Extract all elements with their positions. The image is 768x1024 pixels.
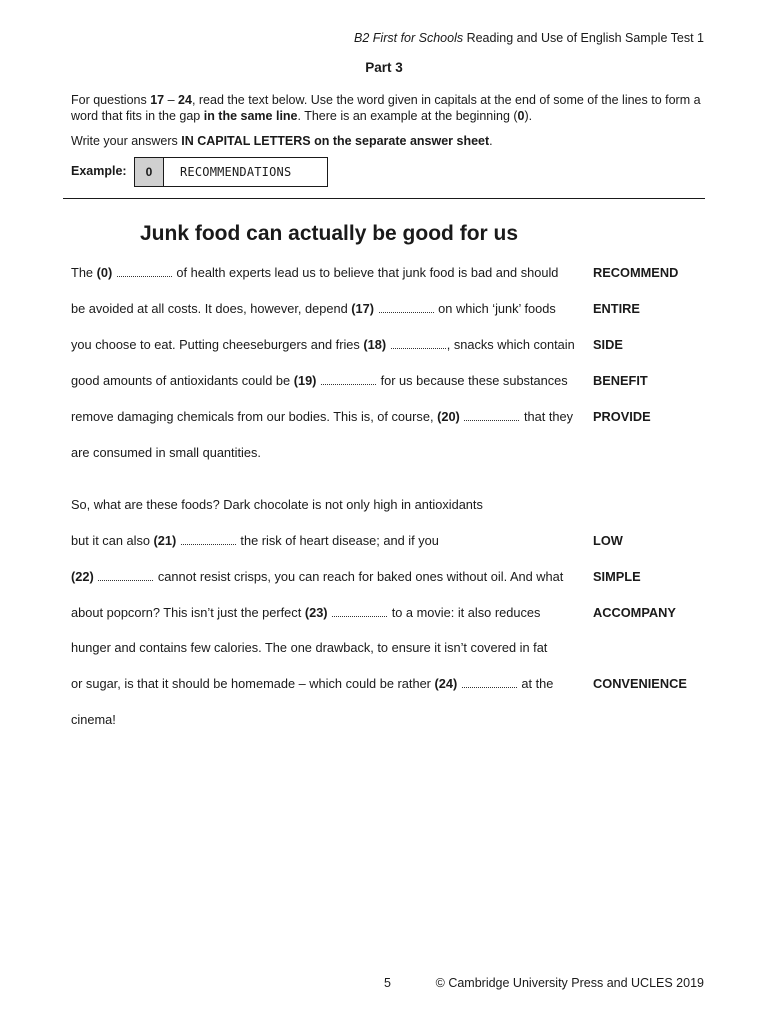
line-text: , snacks which contain bbox=[446, 337, 575, 352]
page-number: 5 bbox=[384, 976, 391, 990]
copyright: © Cambridge University Press and UCLES 2019 bbox=[435, 976, 704, 990]
line-text: The bbox=[71, 265, 97, 280]
instr-text: , read the text below. Use the word given in capitals at the end of some of the lines to form a word that fits in the gap bbox=[71, 93, 701, 123]
text-line bbox=[71, 409, 586, 424]
keyword: CONVENIENCE bbox=[593, 676, 687, 691]
question-number: (18) bbox=[363, 337, 387, 352]
example-label: Example: bbox=[71, 164, 127, 178]
question-number: (24) bbox=[434, 676, 458, 691]
line-text: be avoided at all costs. It does, however, depend bbox=[71, 301, 352, 316]
line-text: cannot resist crisps, you can reach for baked ones without oil. And what bbox=[154, 569, 564, 584]
text-line bbox=[71, 497, 586, 512]
line-text: on which ‘junk’ foods bbox=[434, 301, 556, 316]
keyword: LOW bbox=[593, 533, 623, 548]
text-line bbox=[71, 265, 586, 280]
line-text: about popcorn? This isn’t just the perfect bbox=[71, 605, 305, 620]
line-text: the risk of heart disease; and if you bbox=[236, 533, 439, 548]
question-number: (0) bbox=[96, 265, 113, 280]
text-line bbox=[71, 301, 586, 316]
keyword: RECOMMEND bbox=[593, 265, 679, 280]
line-text: good amounts of antioxidants could be bbox=[71, 373, 294, 388]
instr-example-number: 0 bbox=[517, 109, 525, 123]
instr-question-to: 24 bbox=[178, 93, 192, 107]
question-number: (22) bbox=[71, 569, 94, 584]
line-text: at the bbox=[517, 676, 554, 691]
text-line bbox=[71, 605, 586, 620]
line-text: So, what are these foods? Dark chocolate is not only high in antioxidants bbox=[71, 497, 483, 512]
instructions-paragraph-2 bbox=[71, 133, 711, 149]
line-text: that they bbox=[520, 409, 574, 424]
line-text: are consumed in small quantities. bbox=[71, 445, 261, 460]
text-line bbox=[71, 337, 586, 352]
line-text: or sugar, is that it should be homemade – which could be rather bbox=[71, 676, 435, 691]
answer-gap bbox=[379, 302, 434, 313]
instr-emphasis: in the same line bbox=[203, 109, 298, 123]
instr-text: For questions bbox=[71, 93, 151, 107]
line-text: to a movie: it also reduces bbox=[388, 605, 541, 620]
keyword: SIDE bbox=[593, 337, 623, 352]
divider bbox=[63, 198, 705, 199]
keyword: BENEFIT bbox=[593, 373, 648, 388]
example-number: 0 bbox=[135, 158, 164, 186]
instr-emphasis: IN CAPITAL LETTERS on the separate answer sheet bbox=[181, 134, 490, 148]
line-text: but it can also bbox=[71, 533, 154, 548]
line-text: you choose to eat. Putting cheeseburgers and fries bbox=[71, 337, 364, 352]
text-title: Junk food can actually be good for us bbox=[140, 222, 519, 245]
text-line bbox=[71, 373, 586, 388]
answer-gap bbox=[181, 534, 236, 545]
answer-gap bbox=[462, 677, 517, 688]
test-name: Reading and Use of English Sample Test 1 bbox=[463, 31, 704, 45]
text-line bbox=[71, 445, 586, 460]
answer-gap bbox=[321, 374, 376, 385]
text-line bbox=[71, 676, 586, 691]
answer-gap bbox=[117, 266, 172, 277]
instr-text: . There is an example at the beginning ( bbox=[297, 109, 518, 123]
keyword: SIMPLE bbox=[593, 569, 641, 584]
text-line bbox=[71, 640, 586, 655]
instr-text: ). bbox=[524, 109, 533, 123]
question-number: (17) bbox=[351, 301, 375, 316]
keyword: PROVIDE bbox=[593, 409, 651, 424]
line-text: for us because these substances bbox=[377, 373, 568, 388]
answer-gap bbox=[332, 606, 387, 617]
keyword: ENTIRE bbox=[593, 301, 640, 316]
answer-gap bbox=[98, 570, 153, 581]
text-line bbox=[71, 533, 586, 548]
question-number: (19) bbox=[293, 373, 317, 388]
part-title: Part 3 bbox=[365, 60, 403, 75]
instr-text: . bbox=[489, 134, 493, 148]
text-line bbox=[71, 712, 586, 727]
answer-gap bbox=[464, 410, 519, 421]
example-box bbox=[134, 157, 328, 187]
instr-text: Write your answers bbox=[71, 134, 182, 148]
line-text: of health experts lead us to believe that junk food is bad and should bbox=[172, 265, 559, 280]
question-number: (21) bbox=[153, 533, 177, 548]
instr-dash: – bbox=[164, 93, 179, 107]
answer-gap bbox=[391, 338, 446, 349]
instructions-paragraph-1 bbox=[71, 92, 711, 124]
running-header bbox=[354, 31, 704, 45]
line-text: hunger and contains few calories. The one drawback, to ensure it isn’t covered in fat bbox=[71, 640, 548, 655]
text-line bbox=[71, 569, 586, 584]
line-text: remove damaging chemicals from our bodies. This is, of course, bbox=[71, 409, 438, 424]
instr-question-from: 17 bbox=[150, 93, 165, 107]
line-text: cinema! bbox=[71, 712, 116, 727]
series-name: B2 First for Schools bbox=[354, 31, 464, 45]
keyword: ACCOMPANY bbox=[593, 605, 676, 620]
question-number: (20) bbox=[437, 409, 460, 424]
example-answer: RECOMMENDATIONS bbox=[180, 165, 292, 179]
question-number: (23) bbox=[304, 605, 328, 620]
